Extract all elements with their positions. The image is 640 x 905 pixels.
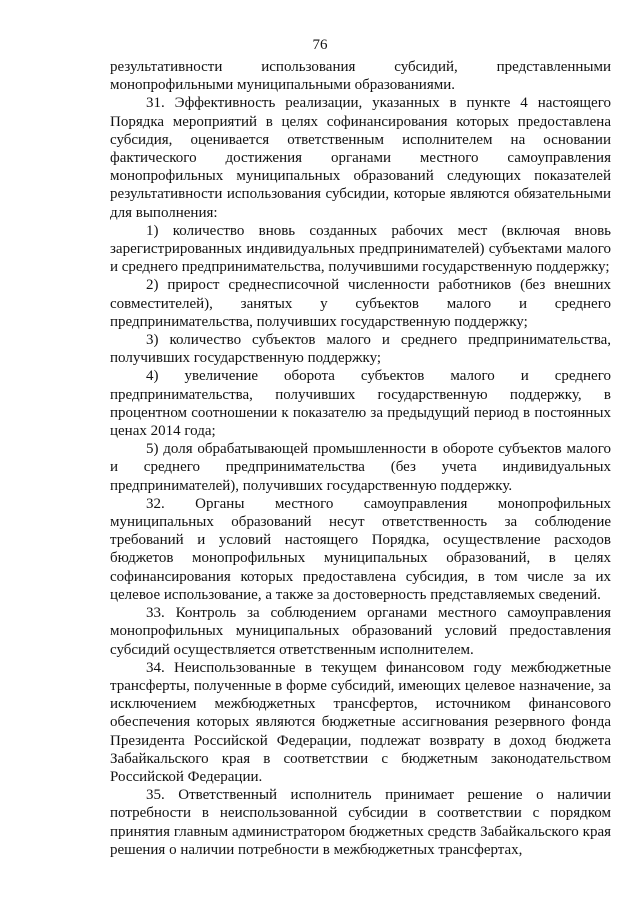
list-item-4: 4) увеличение оборота субъектов малого и среднего предпринимательства, получивших государственную поддержку, в процентном соотношении к показателю за предыдущий период в постоянных ценах 2014 года; [110,368,611,440]
paragraph-31: 31. Эффективность реализации, указанных в пункте 4 настоящего Порядка мероприятий в целях софинансирования которых предоставлена субсидия, оценивается ответственным исполнителем на основании фактического достижения органами местного самоуправления монопрофильных муниципальных образований следующих показателей результативности использования субсидии, которые являются обязательными для выполнения: [110,95,611,221]
list-item-1: 1) количество вновь созданных рабочих мест (включая вновь зарегистрированных индивидуальных предпринимателей) субъектами малого и среднего предпринимательства, получившими государственную поддержку; [110,222,611,276]
paragraph-34: 34. Неиспользованные в текущем финансовом году межбюджетные трансферты, полученные в форме субсидий, имеющих целевое назначение, за исключением межбюджетных трансфертов, источником финансового обеспечения которых являются бюджетные ассигнования резервного фонда Президента Российской Федерации, подлежат возврату в доход бюджета Забайкальского края в соответствии с бюджетным законодательством Российской Федерации. [110,659,611,785]
list-item-5: 5) доля обрабатывающей промышленности в обороте субъектов малого и среднего предпринимательства (без учета индивидуальных предпринимателей), получивших государственную поддержку. [110,441,611,494]
document-body [110,58,611,859]
page-number: 76 [312,37,328,53]
list-item-2: 2) прирост среднесписочной численности работников (без внешних совместителей), занятых у субъектов малого и среднего предпринимательства, получивших государственную поддержку; [110,277,611,330]
paragraph-continuation: результативности использования субсидий, представленными монопрофильными муниципальными образованиями. [110,59,611,94]
paragraph-32: 32. Органы местного самоуправления монопрофильных муниципальных образований несут ответственность за соблюдение требований и условий настоящего Порядка, осуществление расходов бюджетов монопрофильных муниципальных образований, в целях софинансирования которых предоставлена субсидия, в том числе за их целевое использование, а также за достоверность представляемых сведений. [110,495,611,603]
paragraph-33: 33. Контроль за соблюдением органами местного самоуправления монопрофильных муниципальных образований условий предоставления субсидий осуществляется ответственным исполнителем. [110,605,611,658]
list-item-3: 3) количество субъектов малого и среднего предпринимательства, получивших государственную поддержку; [110,332,611,367]
paragraph-35: 35. Ответственный исполнитель принимает решение о наличии потребности в неиспользованной субсидии в соответствии с порядком принятия главным администратором бюджетных средств Забайкальского края решения о наличии потребности в межбюджетных трансфертах, [110,787,611,858]
